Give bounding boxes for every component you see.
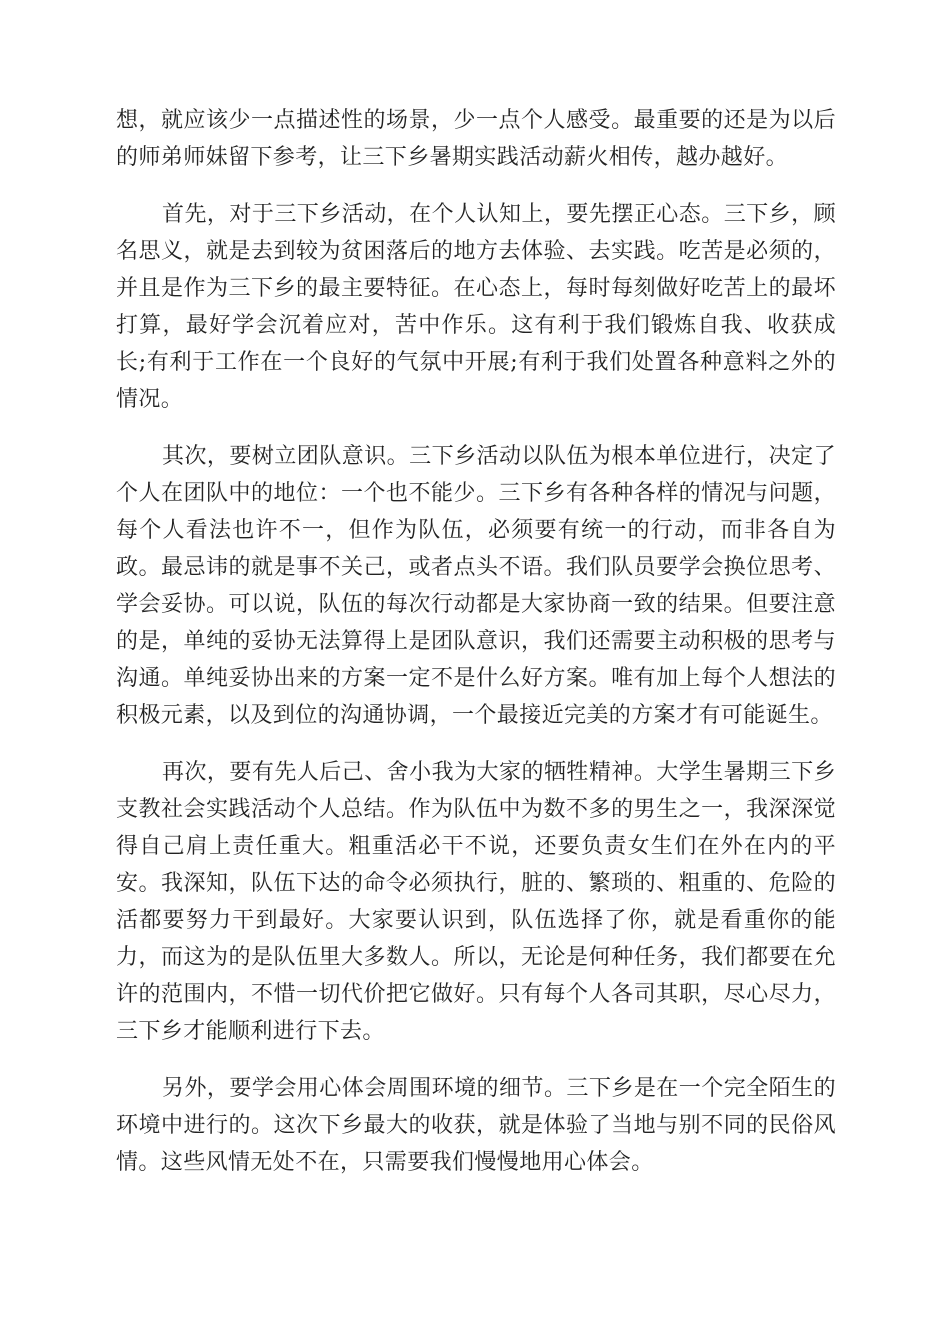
paragraph-continuation: 想，就应该少一点描述性的场景，少一点个人感受。最重要的还是为以后的师弟师妹留下参考，让三下乡暑期实践活动薪火相传，越办越好。 bbox=[116, 108, 836, 170]
document-page bbox=[116, 102, 836, 1201]
paragraph-teamwork: 其次，要树立团队意识。三下乡活动以队伍为根本单位进行，决定了个人在团队中的地位：一个也不能少。三下乡有各种各样的情况与问题，每个人看法也许不一，但作为队伍，必须要有统一的行动，而非各自为政。最忌讳的就是事不关己，或者点头不语。我们队员要学会换位思考、学会妥协。可以说，队伍的每次行动都是大家协商一致的结果。但要注意的是，单纯的妥协无法算得上是团队意识，我们还需要主动积极的思考与沟通。单纯妥协出来的方案一定不是什么好方案。唯有加上每个人想法的积极元素，以及到位的沟通协调，一个最接近完美的方案才有可能诞生。 bbox=[116, 444, 836, 728]
paragraph-sacrifice: 再次，要有先人后己、舍小我为大家的牺牲精神。大学生暑期三下乡支教社会实践活动个人总结。作为队伍中为数不多的男生之一，我深深觉得自己肩上责任重大。粗重活必干不说，还要负责女生们在外在内的平安。我深知，队伍下达的命令必须执行，脏的、繁琐的、粗重的、危险的活都要努力干到最好。大家要认识到，队伍选择了你，就是看重你的能力，而这为的是队伍里大多数人。所以，无论是何种任务，我们都要在允许的范围内，不惜一切代价把它做好。只有每个人各司其职，尽心尽力，三下乡才能顺利进行下去。 bbox=[116, 760, 836, 1044]
paragraph-mindset: 首先，对于三下乡活动，在个人认知上，要先摆正心态。三下乡，顾名思义，就是去到较为贫困落后的地方去体验、去实践。吃苦是必须的，并且是作为三下乡的最主要特征。在心态上，每时每刻做好吃苦上的最坏打算，最好学会沉着应对，苦中作乐。这有利于我们锻炼自我、收获成长;有利于工作在一个良好的气氛中开展;有利于我们处置各种意料之外的情况。 bbox=[116, 202, 836, 412]
paragraph-environment: 另外，要学会用心体会周围环境的细节。三下乡是在一个完全陌生的环境中进行的。这次下乡最大的收获，就是体验了当地与别不同的民俗风情。这些风情无处不在，只需要我们慢慢地用心体会。 bbox=[116, 1076, 836, 1175]
